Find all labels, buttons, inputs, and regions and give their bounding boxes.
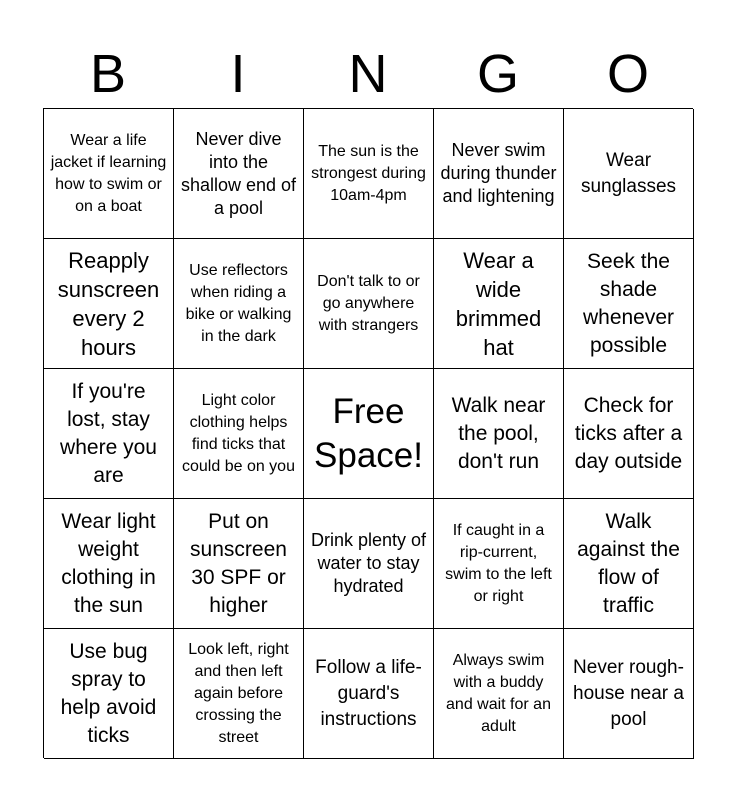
header-letter-o: O <box>606 44 649 104</box>
cell-text: Follow a life- guard's instructions <box>315 656 422 730</box>
cell-text: Walk against the flow of traffic <box>577 509 680 617</box>
header-letter-i: I <box>230 44 246 104</box>
cell-text: Wear a wide brimmed hat <box>455 247 542 360</box>
bingo-cell-r1c1 <box>44 109 174 239</box>
header-letter-b: B <box>89 44 127 104</box>
cell-text: The sun is the strongest during 10am-4pm <box>311 142 426 204</box>
cell-text: Walk near the pool, don't run <box>451 393 546 473</box>
bingo-cell-r4c5 <box>564 499 694 629</box>
bingo-cell-r3c4 <box>434 369 564 499</box>
cell-text: Wear sunglasses <box>580 149 677 197</box>
bingo-cell-r2c2 <box>174 239 304 369</box>
cell-text: Wear a life jacket if learning how to swim or on a boat <box>50 131 167 215</box>
bingo-cell-r4c4 <box>434 499 564 629</box>
bingo-cell-r2c1 <box>44 239 174 369</box>
bingo-header <box>43 40 693 108</box>
bingo-grid <box>43 108 693 758</box>
bingo-cell-r1c2 <box>174 109 304 239</box>
cell-text: Never dive into the shallow end of a pool <box>180 128 297 218</box>
header-letter-g: G <box>476 44 519 104</box>
cell-text: Never swim during thunder and lightening <box>440 140 557 206</box>
cell-text: If caught in a rip-current, swim to the left or right <box>445 521 552 605</box>
bingo-cell-r3c1 <box>44 369 174 499</box>
bingo-cell-r4c2 <box>174 499 304 629</box>
bingo-cell-r2c4 <box>434 239 564 369</box>
bingo-cell-r3c5 <box>564 369 694 499</box>
cell-text: Don't talk to or go anywhere with strangers <box>317 272 420 334</box>
cell-text: Light color clothing helps find ticks that could be on you <box>182 391 295 475</box>
bingo-cell-r4c3 <box>304 499 434 629</box>
bingo-cell-r1c5 <box>564 109 694 239</box>
bingo-cell-r5c4 <box>434 629 564 759</box>
cell-text: Put on sunscreen 30 SPF or higher <box>190 509 287 617</box>
bingo-cell-r5c5 <box>564 629 694 759</box>
cell-text: Reapply sunscreen every 2 hours <box>57 247 160 360</box>
cell-text: Use reflectors when riding a bike or walking in the dark <box>185 261 292 345</box>
header-letter-n: N <box>348 44 388 104</box>
bingo-cell-r3c3 <box>304 369 434 499</box>
bingo-cell-r4c1 <box>44 499 174 629</box>
bingo-cell-r1c4 <box>434 109 564 239</box>
cell-text: Look left, right and then left again before crossing the street <box>188 640 289 746</box>
cell-text: Seek the shade whenever possible <box>582 249 675 357</box>
bingo-cell-r2c5 <box>564 239 694 369</box>
cell-text: Drink plenty of water to stay hydrated <box>310 530 427 596</box>
bingo-cell-r2c3 <box>304 239 434 369</box>
bingo-cell-r3c2 <box>174 369 304 499</box>
bingo-cell-r5c1 <box>44 629 174 759</box>
cell-text: Wear light weight clothing in the sun <box>61 509 156 617</box>
bingo-cell-r5c2 <box>174 629 304 759</box>
cell-text: Always swim with a buddy and wait for an adult <box>446 651 551 735</box>
bingo-cell-r1c3 <box>304 109 434 239</box>
cell-text: Use bug spray to help avoid ticks <box>60 639 157 747</box>
cell-text: If you're lost, stay where you are <box>60 379 157 487</box>
bingo-cell-r5c3 <box>304 629 434 759</box>
free-space-text: Free Space! <box>314 391 423 475</box>
cell-text: Check for ticks after a day outside <box>574 393 683 473</box>
cell-text: Never rough-house near a pool <box>573 656 684 730</box>
